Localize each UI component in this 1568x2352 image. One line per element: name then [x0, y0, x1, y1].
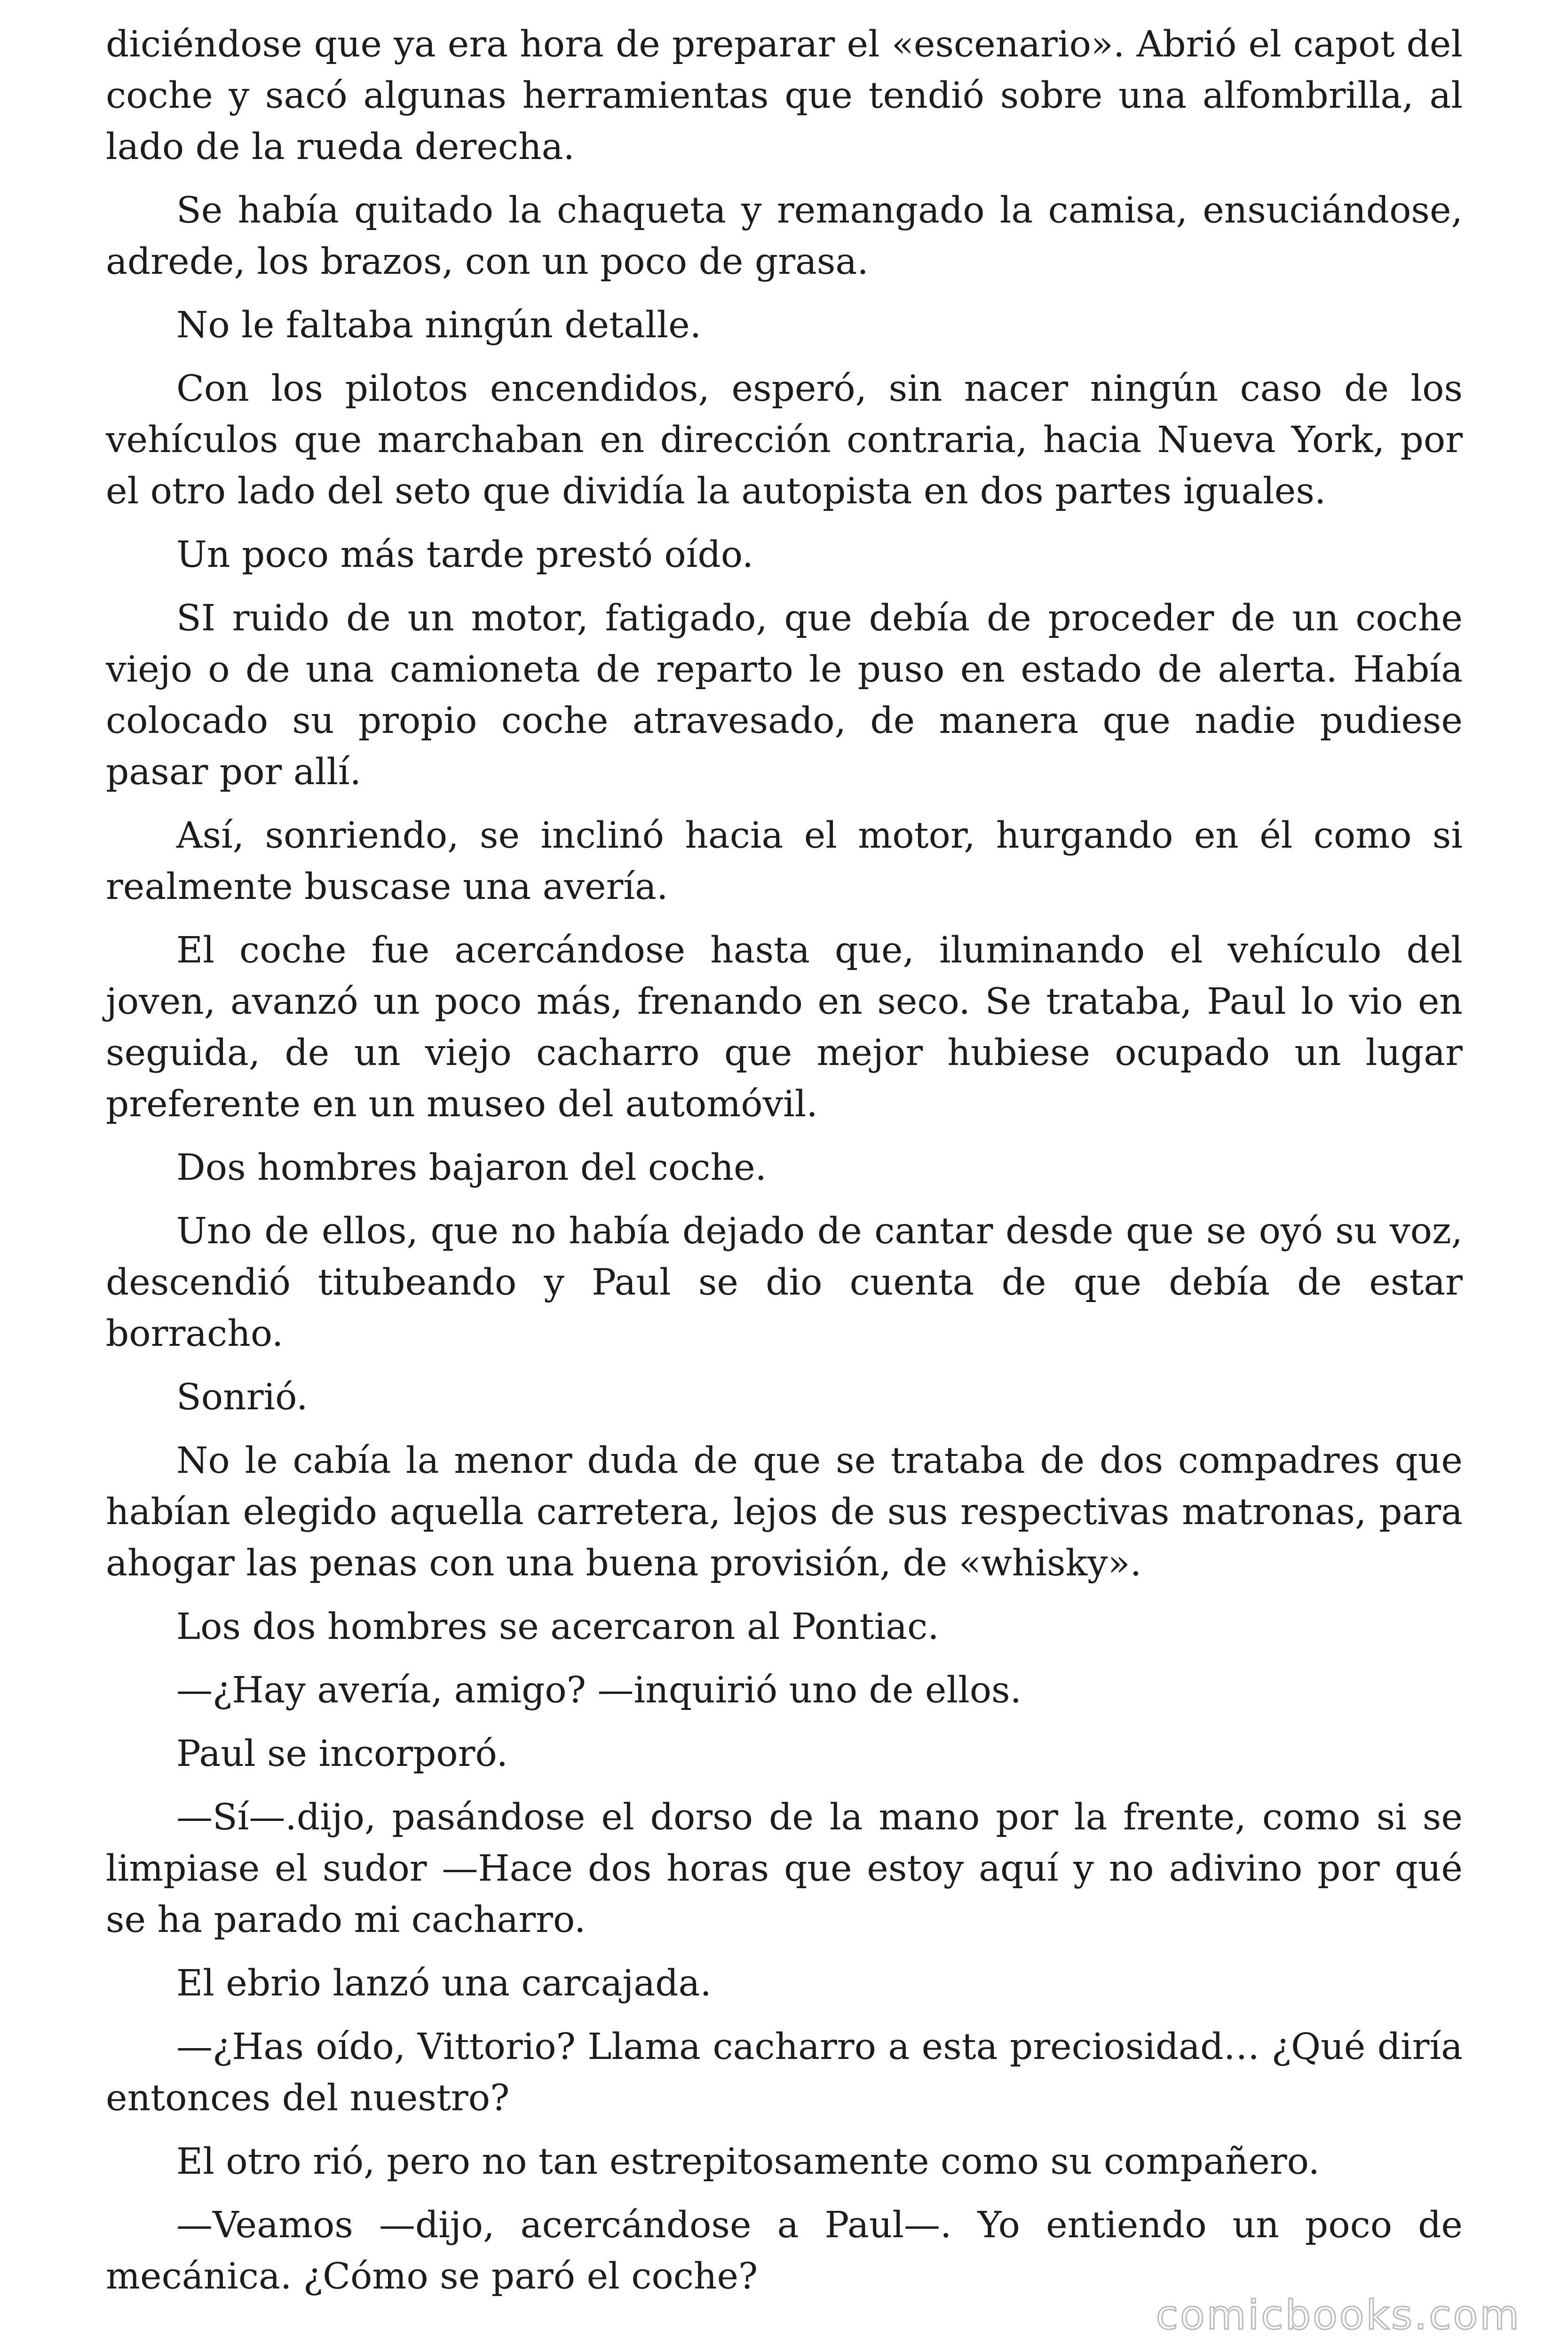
paragraph-14: —¿Hay avería, amigo? —inquirió uno de ellos. [176, 1669, 1022, 1711]
paragraph-19: El otro rió, pero no tan estrepitosamente como su compañero. [176, 2141, 1320, 2183]
paragraph-11: Sonrió. [176, 1376, 308, 1418]
paragraph-17: El ebrio lanzó una carcajada. [176, 1963, 712, 2004]
paragraph-18: —¿Has oído, Vittorio? Llama cacharro a esta preciosidad… ¿Qué diría entonces del nuestro? [106, 2026, 1463, 2119]
paragraph-8: El coche fue acercándose hasta que, iluminando el vehículo del joven, avanzó un poco más, frenando en seco. Se trataba, Paul lo vio en seguida, de un viejo cacharro que mejor hubiese ocupado un lugar preferente en un museo del automóvil. [106, 930, 1463, 1125]
paragraph-9: Dos hombres bajaron del coche. [176, 1147, 767, 1189]
paragraph-1: diciéndose que ya era hora de preparar el «escenario». Abrió el capot del coche y sacó algunas herramientas que tendió sobre una alfombrilla, al lado de la rueda derecha. [106, 24, 1463, 168]
paragraph-5: Un poco más tarde prestó oído. [176, 534, 754, 576]
paragraph-6: SI ruido de un motor, fatigado, que debía de proceder de un coche viejo o de una camioneta de reparto le puso en estado de alerta. Había colocado su propio coche atravesado, de manera que nadie pudiese pasar por allí. [106, 597, 1463, 793]
book-page [106, 19, 1463, 2314]
paragraph-15: Paul se incorporó. [176, 1733, 508, 1775]
paragraph-10: Uno de ellos, que no había dejado de cantar desde que se oyó su voz, descendió titubeando y Paul se dio cuenta de que debía de estar borracho. [106, 1210, 1463, 1355]
paragraph-13: Los dos hombres se acercaron al Pontiac. [176, 1606, 939, 1648]
paragraph-2: Se había quitado la chaqueta y remangado la camisa, ensuciándose, adrede, los brazos, con un poco de grasa. [106, 190, 1463, 283]
watermark: comicbooks.com [1156, 2292, 1521, 2339]
paragraph-7: Así, sonriendo, se inclinó hacia el motor, hurgando en él como si realmente buscase una avería. [106, 815, 1463, 908]
paragraph-4: Con los pilotos encendidos, esperó, sin nacer ningún caso de los vehículos que marchaban en dirección contraria, hacia Nueva York, por el otro lado del seto que dividía la autopista en dos partes iguales. [106, 368, 1463, 512]
paragraph-3: No le faltaba ningún detalle. [176, 304, 702, 346]
paragraph-12: No le cabía la menor duda de que se trataba de dos compadres que habían elegido aquella carretera, lejos de sus respectivas matronas, para ahogar las penas con una buena provisión, de «whisky». [106, 1440, 1463, 1584]
paragraph-16: —Sí—.dijo, pasándose el dorso de la mano por la frente, como si se limpiase el sudor —Hace dos horas que estoy aquí y no adivino por qué se ha parado mi cacharro. [106, 1796, 1463, 1941]
paragraph-20: —Veamos —dijo, acercándose a Paul—. Yo entiendo un poco de mecánica. ¿Cómo se paró el coche? [106, 2204, 1463, 2297]
